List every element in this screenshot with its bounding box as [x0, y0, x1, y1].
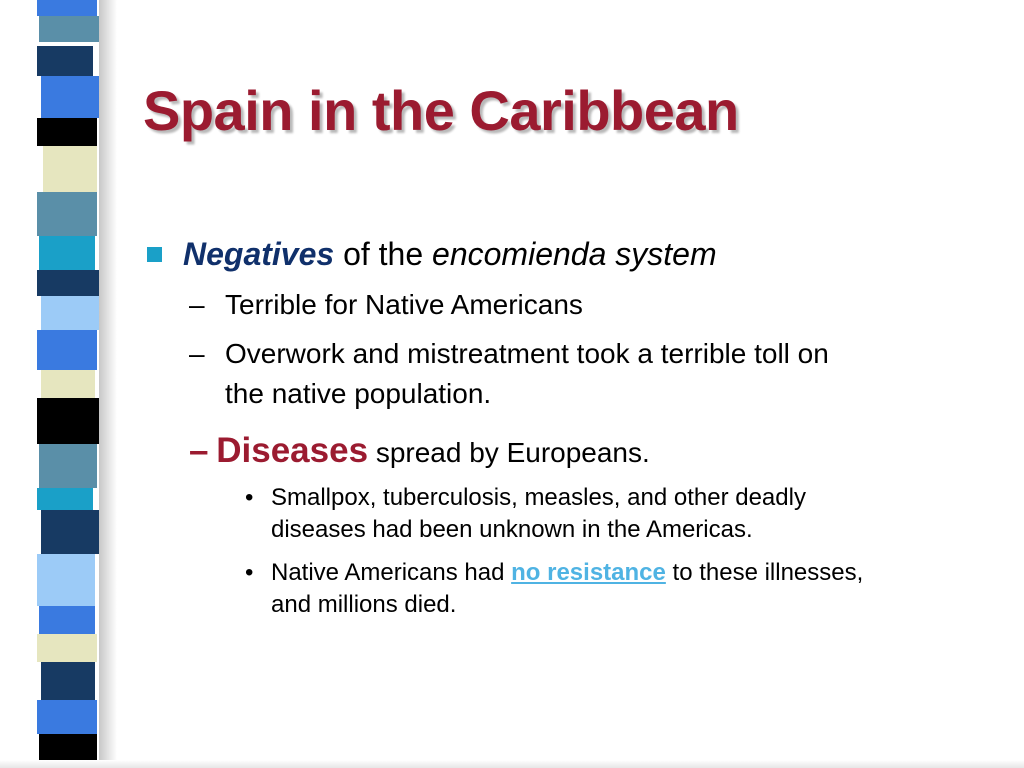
- strip-segment: [37, 398, 99, 444]
- item-smallpox-line1: Smallpox, tuberculosis, measles, and other deadly: [271, 484, 806, 511]
- decorative-color-strip: [37, 0, 99, 768]
- strip-segment: [37, 700, 97, 734]
- item-resistance-line1: [271, 559, 863, 587]
- bottom-shade: [0, 760, 1024, 768]
- sub-bullet-overwork-line2: the native population.: [225, 378, 492, 409]
- bullet-negatives: [183, 236, 717, 273]
- resistance-post: to these illnesses,: [665, 559, 864, 586]
- item-smallpox-line2: diseases had been unknown in the Americas.: [271, 516, 753, 543]
- sub-bullet-terrible: Terrible for Native Americans: [225, 289, 583, 320]
- sub-bullet-diseases: [189, 431, 650, 471]
- strip-segment: [39, 236, 95, 270]
- strip-segment: [41, 510, 99, 554]
- strip-segment: [39, 16, 99, 42]
- dot-bullet-icon: •: [245, 484, 254, 511]
- strip-segment: [39, 606, 95, 634]
- strip-segment: [37, 270, 99, 296]
- sub-bullet-dash: –: [189, 431, 209, 470]
- resistance-pre: Native Americans had: [271, 559, 512, 586]
- strip-segment: [37, 554, 95, 606]
- diseases-highlight: Diseases: [216, 431, 369, 470]
- strip-shadow: [99, 0, 117, 768]
- sub-bullet-dash: –: [189, 338, 205, 369]
- square-bullet-icon: [147, 247, 162, 267]
- diseases-rest: spread by Europeans.: [368, 437, 650, 468]
- strip-segment: [37, 0, 97, 16]
- item-resistance-line2: and millions died.: [271, 591, 457, 618]
- strip-segment: [37, 330, 97, 370]
- strip-segment: [37, 488, 93, 510]
- negatives-text: Negatives: [183, 236, 335, 272]
- sub-bullet-dash: –: [189, 289, 205, 320]
- no-resistance-link[interactable]: no resistance: [511, 559, 666, 586]
- strip-segment: [37, 192, 97, 236]
- slide-title: Spain in the Caribbean: [143, 79, 739, 142]
- encomienda-text: encomienda system: [432, 236, 717, 272]
- strip-segment: [39, 444, 97, 488]
- strip-segment: [41, 76, 99, 118]
- of-the-text: of the: [334, 236, 433, 272]
- strip-segment: [37, 46, 93, 76]
- strip-segment: [37, 634, 97, 662]
- dot-bullet-icon: •: [245, 559, 254, 586]
- sub-bullet-overwork-line1: Overwork and mistreatment took a terrible toll on: [225, 338, 829, 369]
- strip-segment: [41, 370, 95, 398]
- strip-segment: [41, 662, 95, 700]
- strip-segment: [41, 296, 99, 330]
- strip-segment: [37, 118, 97, 146]
- strip-segment: [43, 146, 97, 192]
